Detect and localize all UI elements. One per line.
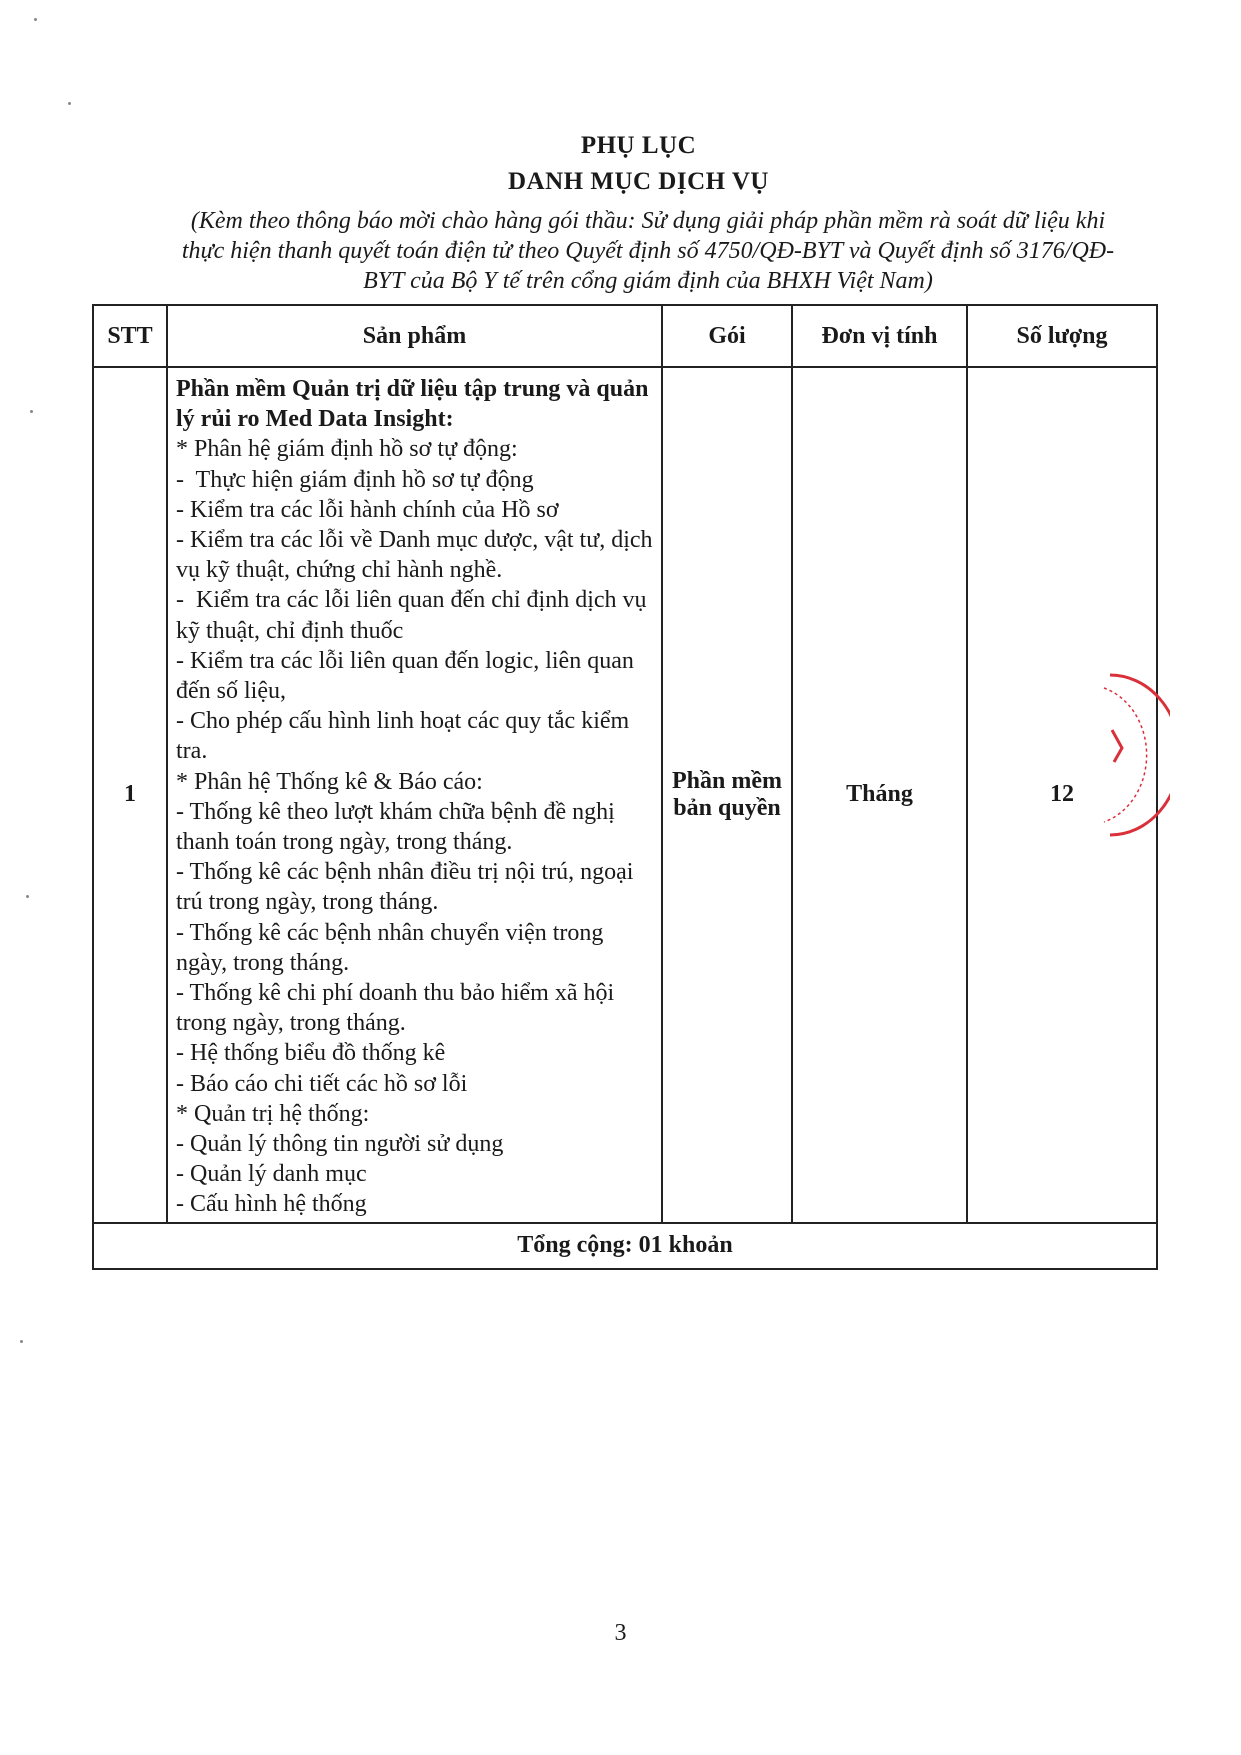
document-subtitle: (Kèm theo thông báo mời chào hàng gói thầu: Sử dụng giải pháp phần mềm rà soát dữ liệu khi thực hiện thanh quyết toán điện tử theo Quyết định số 4750/QĐ-BYT và Quyết định số 3176/QĐ-BYT của Bộ Y tế trên cổng giám định của BHXH Việt Nam) bbox=[181, 208, 1115, 294]
row-quantity: 12 bbox=[967, 367, 1157, 1223]
product-line: - Quản lý thông tin người sử dụng bbox=[176, 1131, 504, 1158]
appendix-title: PHỤ LỤC bbox=[580, 132, 697, 159]
row-stt: 1 bbox=[93, 367, 167, 1223]
product-line: - Thống kê chi phí doanh thu bảo hiểm xã hội trong ngày, trong tháng. bbox=[176, 980, 621, 1037]
header-unit: Đơn vị tính bbox=[792, 305, 967, 367]
row-product bbox=[167, 367, 662, 1223]
product-line: - Thống kê các bệnh nhân điều trị nội trú, ngoại trú trong ngày, trong tháng. bbox=[176, 859, 640, 916]
header-stt: STT bbox=[93, 305, 167, 367]
product-line: - Hệ thống biểu đồ thống kê bbox=[176, 1040, 446, 1067]
product-line: * Quản trị hệ thống: bbox=[176, 1100, 370, 1127]
product-line: - Kiểm tra các lỗi liên quan đến chỉ định dịch vụ kỹ thuật, chỉ định thuốc bbox=[176, 587, 653, 644]
product-line: * Phân hệ giám định hồ sơ tự động: bbox=[176, 436, 518, 463]
product-title: Phần mềm Quản trị dữ liệu tập trung và quản lý rủi ro Med Data Insight: bbox=[176, 376, 649, 433]
header-product: Sản phẩm bbox=[167, 305, 662, 367]
page-number: 3 bbox=[614, 1620, 627, 1646]
total-cell: Tổng cộng: 01 khoản bbox=[93, 1223, 1157, 1269]
header-package: Gói bbox=[662, 305, 792, 367]
product-line: - Kiểm tra các lỗi hành chính của Hồ sơ bbox=[176, 496, 559, 523]
product-line: - Kiểm tra các lỗi về Danh mục dược, vật tư, dịch vụ kỹ thuật, chứng chỉ hành nghề. bbox=[176, 527, 659, 584]
product-line: - Thống kê các bệnh nhân chuyển viện trong ngày, trong tháng. bbox=[176, 919, 610, 976]
row-package: Phần mềm bản quyền bbox=[662, 367, 792, 1223]
product-line: - Báo cáo chi tiết các hồ sơ lỗi bbox=[176, 1070, 468, 1097]
scan-speck bbox=[20, 1340, 23, 1343]
product-line: - Cho phép cấu hình linh hoạt các quy tắc kiểm tra. bbox=[176, 708, 636, 765]
table-header-row bbox=[93, 305, 1157, 367]
product-line: - Thống kê theo lượt khám chữa bệnh đề nghị thanh toán trong ngày, trong tháng. bbox=[176, 798, 621, 856]
table-row bbox=[93, 367, 1157, 1223]
product-line: * Phân hệ Thống kê & Báo cáo: bbox=[176, 768, 483, 795]
scan-speck bbox=[26, 895, 29, 898]
product-line: - Quản lý danh mục bbox=[176, 1161, 367, 1188]
scan-speck bbox=[68, 102, 71, 105]
product-line: - Cấu hình hệ thống bbox=[176, 1191, 367, 1218]
service-table bbox=[92, 304, 1158, 1270]
product-line: - Kiểm tra các lỗi liên quan đến logic, liên quan đến số liệu, bbox=[176, 647, 640, 705]
service-list-title: DANH MỤC DỊCH VỤ bbox=[507, 168, 769, 195]
header-quantity: Số lượng bbox=[967, 305, 1157, 367]
scan-speck bbox=[34, 18, 37, 21]
product-line: - Thực hiện giám định hồ sơ tự động bbox=[176, 466, 534, 493]
total-row bbox=[93, 1223, 1157, 1269]
red-seal-stamp bbox=[1100, 670, 1170, 840]
row-unit: Tháng bbox=[792, 367, 967, 1223]
scan-speck bbox=[30, 410, 33, 413]
